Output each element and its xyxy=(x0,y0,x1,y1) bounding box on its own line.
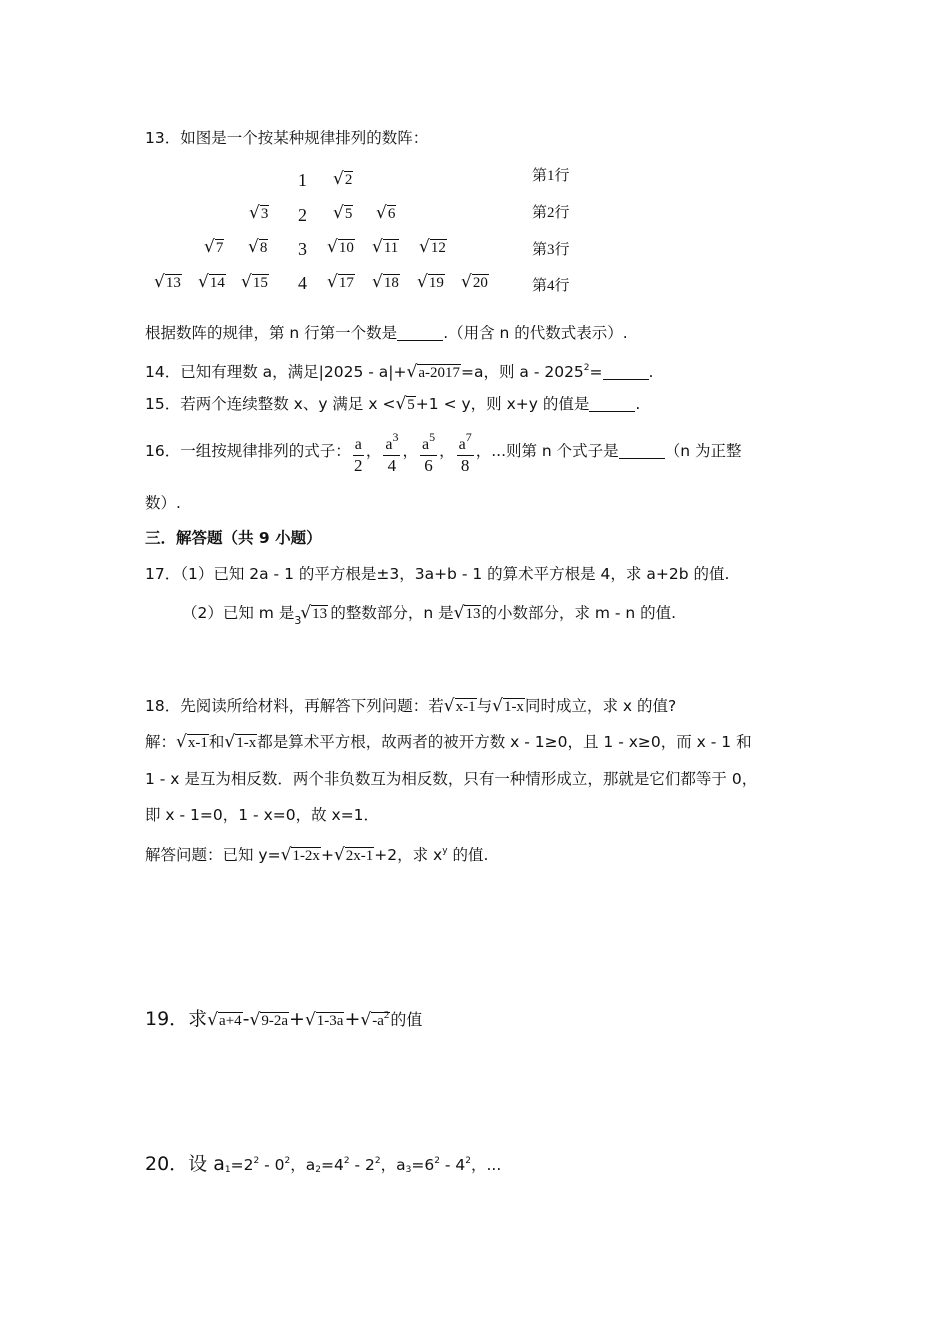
row-label: 第3行 xyxy=(532,242,570,258)
row-label: 第1行 xyxy=(532,168,570,184)
array-cell: √3 xyxy=(249,203,269,223)
row-label: 第2行 xyxy=(532,205,570,221)
array-cell: √20 xyxy=(461,272,488,292)
array-cell: 3 xyxy=(298,239,307,259)
array-cell: √18 xyxy=(372,272,399,292)
array-cell: √5 xyxy=(333,203,353,223)
section-heading: 三．解答题（共 9 小题） xyxy=(145,529,322,547)
q13-question: 根据数阵的规律，第 n 行第一个数是 .（用含 n 的代数式表示）. xyxy=(145,324,628,342)
fraction: $\frac{a}{2}$ xyxy=(353,427,364,476)
array-cell: √6 xyxy=(376,203,396,223)
q20: 20．设 $a_1=2^2 - 0^2$，$a_2=4^2 - 2^2$，$a_3=6^2 - 4^2$，... xyxy=(145,1153,502,1175)
answer-blank[interactable] xyxy=(397,324,443,341)
q18-line1: 18．先阅读所给材料，再解答下列问题：若√x-1与√1-x同时成立，求 x 的值? xyxy=(145,696,677,716)
q17-part2: （2）已知 m 是 3 √13 的整数部分，n 是√13的小数部分，求 m - n 的值. xyxy=(182,603,677,627)
fraction: $\frac{a^3}{4}$ xyxy=(383,427,400,476)
q18-line2: 解：√x-1和√1-x都是算术平方根，故两者的被开方数 x - 1≥0，且 1 - x≥0，而 x - 1 和 xyxy=(145,732,752,752)
array-cell: 2 xyxy=(298,205,307,225)
fraction: $\frac{a^5}{6}$ xyxy=(420,427,437,476)
q16: 16．一组按规律排列的式子： $\frac{a}{2}$ ， $\frac{a^3}{4}$ ， $\frac{a^5}{6}$ ， $\frac{a^7}{8}$ ，...则第 n 个式子是 （n 为正整 xyxy=(145,427,741,476)
array-cell: 1 xyxy=(298,170,307,190)
q15: 15．若两个连续整数 x、y 满足 x <√5+1 < y，则 x+y 的值是 . xyxy=(145,394,641,414)
array-cell: √14 xyxy=(198,272,225,292)
array-cell: 4 xyxy=(298,273,307,293)
row-label: 第4行 xyxy=(532,278,570,294)
array-cell: √15 xyxy=(241,272,268,292)
answer-blank[interactable] xyxy=(603,363,649,380)
array-cell: √11 xyxy=(372,237,399,257)
q13-intro: 13．如图是一个按某种规律排列的数阵： xyxy=(145,129,429,147)
array-cell: √12 xyxy=(419,237,446,257)
q16-continued: 数）. xyxy=(145,494,181,512)
q19: 19．求$√a+4-√9-2a+√1-3a+√-a^2$的值 xyxy=(145,1008,423,1030)
array-cell: √2 xyxy=(333,169,353,189)
q18-line4: 即 x - 1=0，1 - x=0，故 x=1． xyxy=(145,806,380,824)
array-cell: √19 xyxy=(417,272,444,292)
array-cell: √8 xyxy=(248,237,268,257)
q17-part1: 17．（1）已知 2a - 1 的平方根是±3，3a+b - 1 的算术平方根是 4，求 a+2b 的值. xyxy=(145,565,730,583)
array-cell: √7 xyxy=(204,237,224,257)
array-cell: √17 xyxy=(327,272,354,292)
answer-blank[interactable] xyxy=(619,442,665,459)
q18-line5: 解答问题：已知 y=√1-2x+√2x-1+2，求 $x^y$ 的值. xyxy=(145,845,489,865)
answer-blank[interactable] xyxy=(589,395,635,412)
array-cell: √10 xyxy=(327,237,354,257)
array-cell: √13 xyxy=(154,272,181,292)
fraction: $\frac{a^7}{8}$ xyxy=(457,427,474,476)
q18-line3: 1 - x 是互为相反数．两个非负数互为相反数，只有一种情形成立，那就是它们都等于 0， xyxy=(145,770,758,788)
q14: 14．已知有理数 a，满足|2025 - a|+√a-2017=a，则 $a - 2025^2=$ . xyxy=(145,362,654,382)
